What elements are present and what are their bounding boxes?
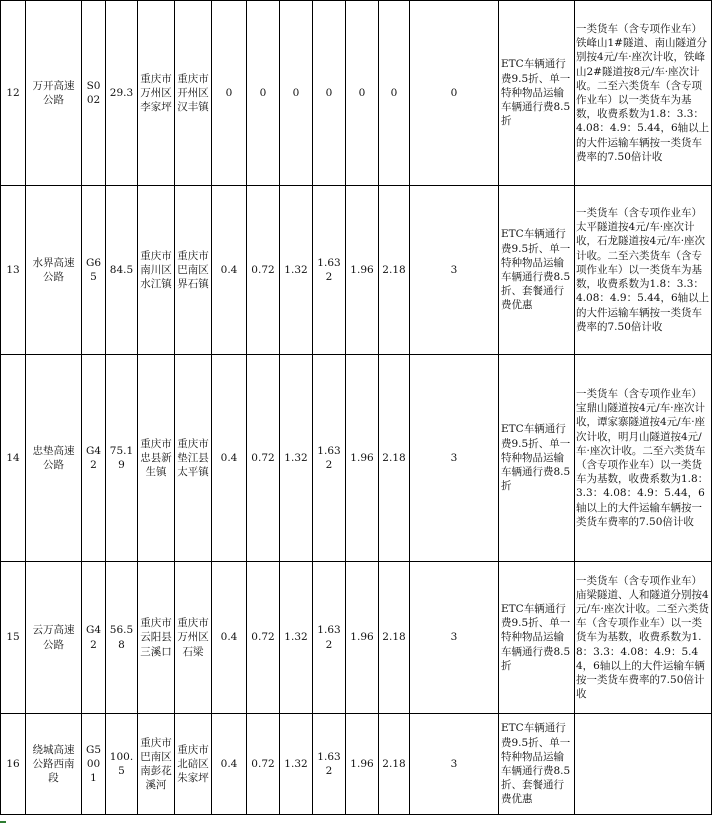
road-name-cell: 绕城高速公路西南段 [26, 714, 82, 815]
fee-discount-cell: ETC车辆通行费9.5折、单一特种物品运输车辆通行费8.5折、套餐通行费优惠 [499, 186, 575, 355]
rate-cell: 0 [313, 1, 346, 186]
rate-cell: 1.632 [313, 186, 346, 355]
extra-value-cell: 3 [410, 714, 499, 815]
rate-cell: 0.72 [247, 355, 280, 562]
table-row [1, 355, 712, 562]
road-name-cell: 万开高速公路 [26, 1, 82, 186]
rate-cell: 0.4 [212, 355, 247, 562]
start-point-cell: 重庆市云阳县三溪口 [138, 562, 175, 714]
seq-cell: 13 [1, 186, 26, 355]
rate-cell: 2.18 [379, 714, 410, 815]
extra-value-cell: 3 [410, 562, 499, 714]
length-cell: 29.3 [106, 1, 138, 186]
fee-discount-cell: ETC车辆通行费9.5折、单一特种物品运输车辆通行费8.5折、套餐通行费优惠 [499, 714, 575, 815]
rate-cell: 2.18 [379, 186, 410, 355]
tunnel-note-cell: 一类货车（含专项作业车）庙梁隧道、人和隧道分别按4元/车·座次计收。二至六类货车（含专项作业车）以一类货车为基数，收费系数为1.8：3.3：4.08：4.9：5.44，6轴以上的大件运输车辆按一类货车费率的7.50倍计收 [575, 562, 712, 714]
tunnel-note-cell: 一类货车（含专项作业车）宝鼎山隧道按4元/车·座次计收，谭家寨隧道按4元/车·座次计收，明月山隧道按4元/车·座次计收。二至六类货车（含专项作业车）以一类货车为基数，收费系数为1.8：3.3：4.08：4.9：5.44，6轴以上的大件运输车辆按一类货车费率的7.50倍计收 [575, 355, 712, 562]
rate-cell: 0.4 [212, 186, 247, 355]
rate-cell: 0.4 [212, 562, 247, 714]
table-row [1, 1, 712, 186]
end-point-cell: 重庆市巴南区界石镇 [175, 186, 212, 355]
rate-cell: 1.96 [346, 186, 379, 355]
table-row [1, 186, 712, 355]
rate-cell: 2.18 [379, 355, 410, 562]
road-code-cell: G65 [82, 186, 106, 355]
table-row [1, 562, 712, 714]
rate-cell: 0 [280, 1, 313, 186]
tunnel-note-cell: 一类货车（含专项作业车）铁峰山1#隧道、南山隧道分别按4元/车·座次计收，铁峰山2#隧道按8元/车·座次计收。二至六类货车（含专项作业车）以一类货车为基数，收费系数为1.8：3.3：4.08：4.9：5.44，6轴以上的大件运输车辆按一类货车费率的7.50倍计收 [575, 1, 712, 186]
road-code-cell: G5001 [82, 714, 106, 815]
rate-cell: 0.72 [247, 714, 280, 815]
rate-cell: 0.72 [247, 186, 280, 355]
rate-cell: 1.32 [280, 714, 313, 815]
rate-cell: 1.632 [313, 562, 346, 714]
start-point-cell: 重庆市南川区水江镇 [138, 186, 175, 355]
rate-cell: 1.96 [346, 355, 379, 562]
start-point-cell: 重庆市万州区李家坪 [138, 1, 175, 186]
start-point-cell: 重庆市忠县新生镇 [138, 355, 175, 562]
seq-cell: 16 [1, 714, 26, 815]
road-name-cell: 忠垫高速公路 [26, 355, 82, 562]
end-point-cell: 重庆市垫江县太平镇 [175, 355, 212, 562]
extra-value-cell: 3 [410, 186, 499, 355]
length-cell: 56.58 [106, 562, 138, 714]
fee-discount-cell: ETC车辆通行费9.5折、单一特种物品运输车辆通行费8.5折 [499, 1, 575, 186]
rate-cell: 1.32 [280, 562, 313, 714]
tunnel-note-cell: 一类货车（含专项作业车）太平隧道按4元/车·座次计收，石龙隧道按4元/车·座次计收。二至六类货车（含专项作业车）以一类货车为基数，收费系数为1.8：3.3：4.08：4.9：5.44，6轴以上的大件运输车辆按一类货车费率的7.50倍计收 [575, 186, 712, 355]
rate-cell: 0.4 [212, 714, 247, 815]
seq-cell: 12 [1, 1, 26, 186]
road-name-cell: 水界高速公路 [26, 186, 82, 355]
rate-cell: 0 [247, 1, 280, 186]
rate-cell: 0 [212, 1, 247, 186]
rate-cell: 0 [379, 1, 410, 186]
road-name-cell: 云万高速公路 [26, 562, 82, 714]
tunnel-note-cell [575, 714, 712, 815]
road-code-cell: G42 [82, 562, 106, 714]
end-point-cell: 重庆市北碚区朱家坪 [175, 714, 212, 815]
rate-cell: 0.72 [247, 562, 280, 714]
rate-cell: 1.96 [346, 714, 379, 815]
table-row [1, 714, 712, 815]
rate-cell: 1.32 [280, 355, 313, 562]
fee-discount-cell: ETC车辆通行费9.5折、单一特种物品运输车辆通行费8.5折 [499, 355, 575, 562]
start-point-cell: 重庆市巴南区南彭花溪河 [138, 714, 175, 815]
seq-cell: 15 [1, 562, 26, 714]
rate-cell: 0 [346, 1, 379, 186]
end-point-cell: 重庆市开州区汉丰镇 [175, 1, 212, 186]
length-cell: 75.19 [106, 355, 138, 562]
length-cell: 100.5 [106, 714, 138, 815]
rate-cell: 1.632 [313, 714, 346, 815]
end-point-cell: 重庆市万州区石梁 [175, 562, 212, 714]
seq-cell: 14 [1, 355, 26, 562]
rate-cell: 1.32 [280, 186, 313, 355]
rate-cell: 2.18 [379, 562, 410, 714]
extra-value-cell: 3 [410, 355, 499, 562]
length-cell: 84.5 [106, 186, 138, 355]
rate-cell: 1.96 [346, 562, 379, 714]
rate-cell: 1.632 [313, 355, 346, 562]
road-code-cell: G42 [82, 355, 106, 562]
fee-discount-cell: ETC车辆通行费9.5折、单一特种物品运输车辆通行费8.5折 [499, 562, 575, 714]
road-code-cell: S002 [82, 1, 106, 186]
extra-value-cell: 0 [410, 1, 499, 186]
